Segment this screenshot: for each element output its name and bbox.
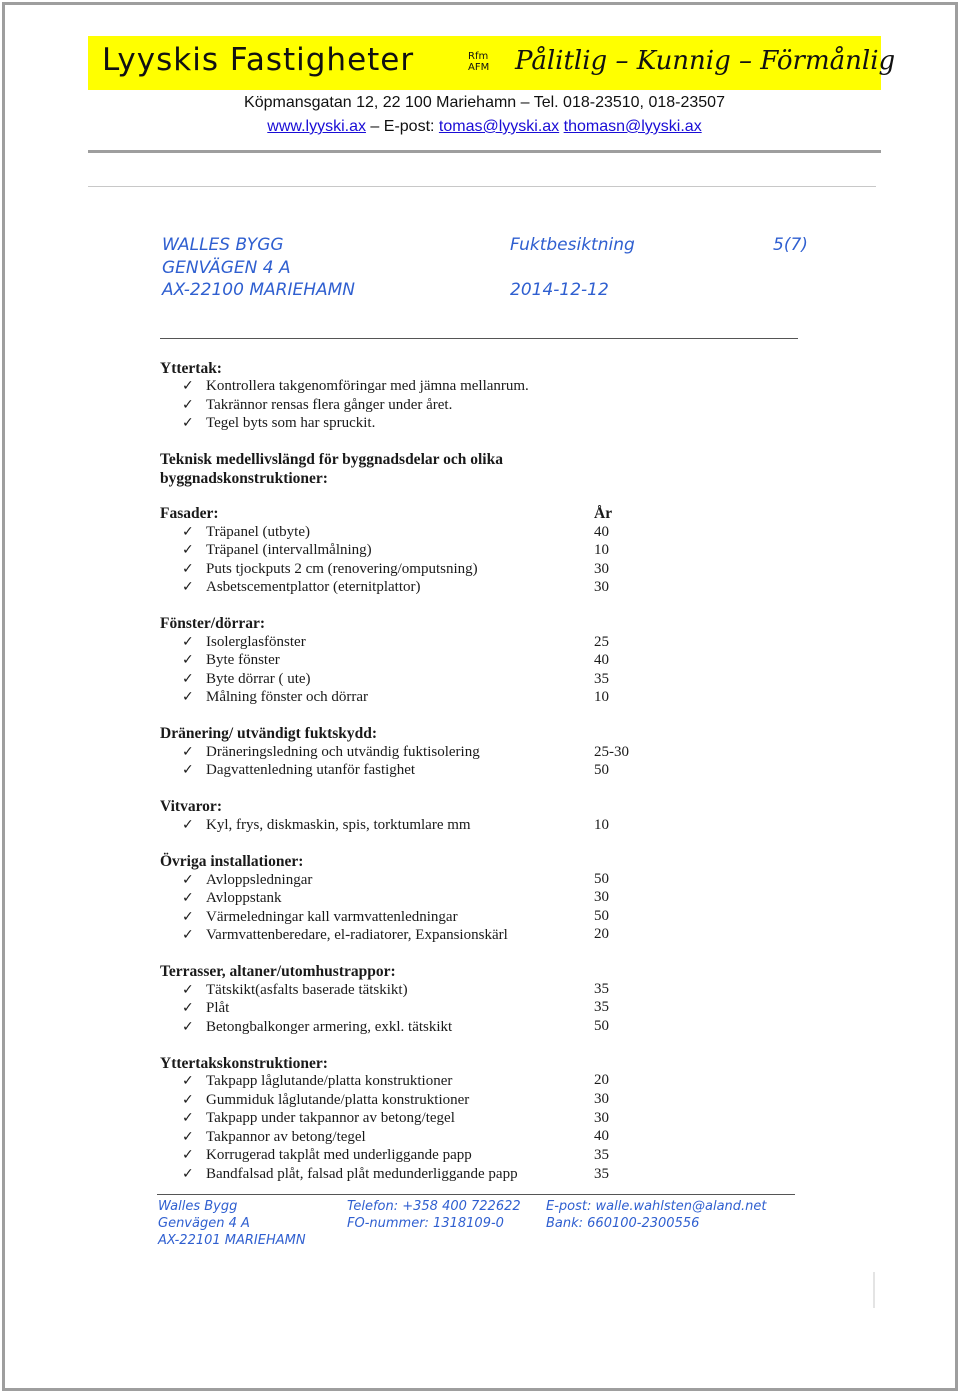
list-item: ✓ Varmvattenberedare, el-radiatorer, Expansionskärl [182,927,508,943]
check-icon: ✓ [182,982,194,998]
list-item: ✓ Takrännor rensas flera gånger under året. [182,397,453,413]
list-item: ✓ Korrugerad takplåt med underliggande papp [182,1147,472,1163]
list-item: ✓ Kyl, frys, diskmaskin, spis, torktumlare mm [182,817,471,833]
check-icon: ✓ [182,1129,194,1145]
years-value: 35 [594,1166,609,1182]
years-value: 40 [594,1128,609,1144]
email-label: – E-post: [365,118,439,135]
section-title-vitvaror: Vitvaror: [160,798,222,815]
years-value: 10 [594,689,609,705]
email-link-thomasn[interactable]: thomasn@lyyski.ax [563,118,702,135]
doc-page-number: 5(7) [773,235,808,255]
check-icon: ✓ [182,1147,194,1163]
check-icon: ✓ [182,927,194,943]
check-icon: ✓ [182,1073,194,1089]
years-value: 30 [594,1110,609,1126]
years-value: 35 [594,999,609,1015]
years-value: 35 [594,981,609,997]
years-value: 40 [594,524,609,540]
footer-company: Walles Bygg [158,1199,238,1214]
check-icon: ✓ [182,561,194,577]
section-title-yttertak: Yttertak: [160,360,222,377]
footer-divider [157,1194,795,1195]
footer-email: E-post: walle.wahlsten@aland.net [546,1199,767,1214]
list-item: ✓ Takpannor av betong/tegel [182,1129,366,1145]
rfm-mark: Rfm AFM [468,51,490,73]
doc-street: GENVÄGEN 4 A [162,258,291,278]
list-item: ✓ Plåt [182,1000,230,1016]
check-icon: ✓ [182,671,194,687]
check-icon: ✓ [182,378,194,394]
check-icon: ✓ [182,415,194,431]
list-item: ✓ Värmeledningar kall varmvattenledningar [182,909,458,925]
list-item: ✓ Träpanel (intervallmålning) [182,542,372,558]
years-value: 20 [594,1072,609,1088]
letterhead-address: Köpmansgatan 12, 22 100 Mariehamn – Tel. 018-23510, 018-23507 [244,94,725,111]
year-column-header: År [594,505,613,522]
check-icon: ✓ [182,1019,194,1035]
check-icon: ✓ [182,397,194,413]
list-item: ✓ Avloppstank [182,890,282,906]
list-item: ✓ Dagvattenledning utanför fastighet [182,762,416,778]
list-item: ✓ Gummiduk låglutande/platta konstruktioner [182,1092,470,1108]
list-item: ✓ Betongbalkonger armering, exkl. tätskikt [182,1019,453,1035]
scan-divider [88,186,876,187]
years-value: 30 [594,889,609,905]
scan-artifact [873,1272,875,1308]
footer-city: AX-22101 MARIEHAMN [158,1233,306,1248]
years-value: 20 [594,926,609,942]
check-icon: ✓ [182,872,194,888]
doc-title: Fuktbesiktning [510,235,635,255]
list-item: ✓ Isolerglasfönster [182,634,306,650]
years-value: 50 [594,762,609,778]
check-icon: ✓ [182,689,194,705]
letterhead-banner [88,36,896,90]
section-title-yttertakskonstruktioner: Yttertakskonstruktioner: [160,1055,328,1072]
letterhead-contact [88,118,881,136]
list-item: ✓ Byte dörrar ( ute) [182,671,311,687]
letterhead-divider [88,150,881,153]
years-value: 50 [594,871,609,887]
years-value: 50 [594,908,609,924]
years-value: 10 [594,817,609,833]
website-link[interactable]: www.lyyski.ax [267,118,366,135]
footer-phone: Telefon: +358 400 722622 [347,1199,521,1214]
company-logo-text: Lyyskis Fastigheter [102,42,415,78]
section-heading-teknisk-2: byggnadskonstruktioner: [160,470,328,487]
years-value: 35 [594,1147,609,1163]
check-icon: ✓ [182,652,194,668]
doc-city: AX-22100 MARIEHAMN [162,280,355,300]
check-icon: ✓ [182,1092,194,1108]
list-item: ✓ Puts tjockputs 2 cm (renovering/omputsning) [182,561,478,577]
doc-date: 2014-12-12 [510,280,609,300]
section-title-fasader: Fasader: [160,505,219,522]
check-icon: ✓ [182,579,194,595]
check-icon: ✓ [182,909,194,925]
check-icon: ✓ [182,524,194,540]
list-item: ✓ Takpapp under takpannor av betong/tegel [182,1110,455,1126]
doc-company: WALLES BYGG [162,235,284,255]
list-item: ✓ Träpanel (utbyte) [182,524,311,540]
check-icon: ✓ [182,762,194,778]
list-item: ✓ Takpapp låglutande/platta konstruktioner [182,1073,453,1089]
doc-header-divider [160,338,798,339]
years-value: 25 [594,634,609,650]
years-value: 30 [594,579,609,595]
check-icon: ✓ [182,1000,194,1016]
section-title-dranering: Dränering/ utvändigt fuktskydd: [160,725,378,742]
check-icon: ✓ [182,1166,194,1182]
years-value: 10 [594,542,609,558]
footer-street: Genvägen 4 A [158,1216,250,1231]
check-icon: ✓ [182,890,194,906]
list-item: ✓ Bandfalsad plåt, falsad plåt medunderliggande papp [182,1166,518,1182]
section-title-terrasser: Terrasser, altaner/utomhustrappor: [160,963,396,980]
list-item: ✓ Avloppsledningar [182,872,313,888]
check-icon: ✓ [182,542,194,558]
check-icon: ✓ [182,634,194,650]
list-item: ✓ Målning fönster och dörrar [182,689,369,705]
list-item: ✓ Tätskikt(asfalts baserade tätskikt) [182,982,408,998]
list-item: ✓ Tegel byts som har spruckit. [182,415,376,431]
list-item: ✓ Kontrollera takgenomföringar med jämna mellanrum. [182,378,529,394]
list-item: ✓ Dräneringsledning och utvändig fuktisolering [182,744,480,760]
check-icon: ✓ [182,817,194,833]
section-title-fonster: Fönster/dörrar: [160,615,266,632]
years-value: 40 [594,652,609,668]
years-value: 35 [594,671,609,687]
years-value: 30 [594,1091,609,1107]
section-title-ovriga: Övriga installationer: [160,853,304,870]
list-item: ✓ Byte fönster [182,652,280,668]
check-icon: ✓ [182,1110,194,1126]
years-value: 30 [594,561,609,577]
check-icon: ✓ [182,744,194,760]
section-heading-teknisk-1: Teknisk medellivslängd för byggnadsdelar och olika [160,451,503,468]
years-value: 25-30 [594,744,629,760]
footer-org-number: FO-nummer: 1318109-0 [347,1216,504,1231]
footer-bank: Bank: 660100-2300556 [546,1216,700,1231]
email-link-tomas[interactable]: tomas@lyyski.ax [438,118,560,135]
slogan: Pålitlig – Kunnig – Förmånlig [515,46,896,76]
years-value: 50 [594,1018,609,1034]
list-item: ✓ Asbetscementplattor (eternitplattor) [182,579,421,595]
